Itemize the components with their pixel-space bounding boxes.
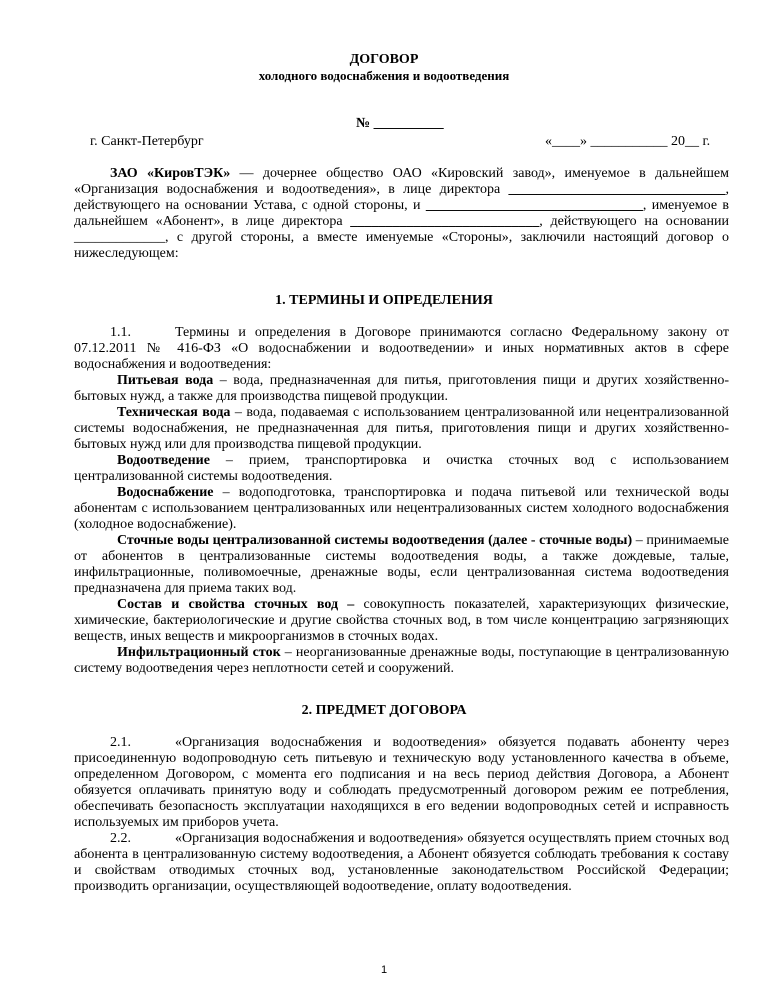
blank-director-1: _______________________________ <box>508 182 726 197</box>
term-definition <box>74 453 729 485</box>
section-1-body <box>74 325 729 677</box>
blank-party2: _______________________________ <box>425 198 643 213</box>
term-def: – вода, предназначенная для питья, приготовления пищи и других хозяйственно-бытовых нужд, а также для производства пищевой продукции. <box>74 373 729 404</box>
term-definition <box>74 485 729 533</box>
clause-2-2 <box>74 831 729 895</box>
party1-name: ЗАО «КировТЭК» <box>110 166 231 181</box>
preamble <box>74 166 729 262</box>
term-def: – вода, подаваемая с использованием централизованной или нецентрализованной системы водоснабжения, не предназначенная для питья, приготовления пищи и других хозяйственно-бытовых нужд или для производства пищевой продукции. <box>74 405 729 452</box>
document-title: ДОГОВОР <box>349 52 419 67</box>
blank-director-2: ___________________________ <box>350 214 540 229</box>
preamble-paragraph <box>74 166 729 262</box>
preamble-text-2: , действующего на основании Устава, с одной стороны, и <box>74 182 729 213</box>
term-def: – неорганизованные дренажные воды, поступающие в централизованную систему водоотведения через неплотности сетей и сооружений. <box>74 645 729 676</box>
term-definition <box>74 645 729 677</box>
contract-city: г. Санкт-Петербург <box>90 134 204 149</box>
term-name: Инфильтрационный сток <box>117 645 281 660</box>
term-definition <box>74 405 729 453</box>
preamble-text-3: , именуемое в дальнейшем «Абонент», в лице директора <box>74 198 729 229</box>
preamble-text: — дочернее общество ОАО «Кировский завод», именуемое в дальнейшем «Организация водоснабжения и водоотведения», в лице директора <box>74 166 729 197</box>
page-number: 1 <box>380 964 388 976</box>
term-name: Техническая вода <box>117 405 231 420</box>
clause-text: «Организация водоснабжения и водоотведения» обязуется подавать абоненту через присоединенную водопроводную сеть питьевую и техническую воду установленного качества в объеме, определенном Договором, с момента его подписания и на весь период действия Договора, а Абонент обязуется оплачивать принятую воду и соблюдать предусмотренный договором режим ее потребления, обеспечивать безопасность эксплуатации находящихся в его ведении водопроводных сетей и исправность используемых им приборов учета. <box>74 735 729 830</box>
clause-1-1 <box>74 325 729 373</box>
term-definition <box>74 373 729 405</box>
clause-number: 1.1. <box>110 325 131 340</box>
term-def: – прием, транспортировка и очистка сточных вод с использованием централизованной системы водоотведения. <box>74 453 729 484</box>
term-name: Состав и свойства сточных вод – <box>117 597 355 612</box>
section-1-title: 1. ТЕРМИНЫ И ОПРЕДЕЛЕНИЯ <box>275 293 493 308</box>
section-2-body <box>74 735 729 895</box>
term-name: Питьевая вода <box>117 373 214 388</box>
term-definition <box>74 533 729 597</box>
term-definition <box>74 597 729 645</box>
clause-2-1 <box>74 735 729 831</box>
clause-number: 2.2. <box>110 831 131 846</box>
term-name: Водоотведение <box>117 453 210 468</box>
section-2-title: 2. ПРЕДМЕТ ДОГОВОРА <box>301 703 467 718</box>
clause-text: «Организация водоснабжения и водоотведения» обязуется осуществлять прием сточных вод абонента в централизованную систему водоотведения, а Абонент обязуется соблюдать требования к составу и свойствам отводимых сточных вод, установленные законодательством Российской Федерации; производить организации, осуществляющей водоотведение, оплату водоотведения. <box>74 831 729 894</box>
term-name: Сточные воды централизованной системы водоотведения (далее - сточные воды) <box>117 533 633 548</box>
clause-text: Термины и определения в Договоре принимаются согласно Федеральному закону от 07.12.2011 № 416-ФЗ «О водоснабжении и водоотведении» и иных нормативных актов в сфере водоснабжения и водоотведения: <box>74 325 729 372</box>
term-def: – водоподготовка, транспортировка и подача питьевой или технической воды абонентам с использованием централизованных или нецентрализованных систем холодного водоснабжения (холодное водоснабжение). <box>74 485 729 532</box>
preamble-text-4: , действующего на основании _____________, с другой стороны, а вместе именуемые «Стороны», заключили настоящий договор о нижеследующем: <box>74 214 729 261</box>
clause-number: 2.1. <box>110 735 131 750</box>
term-def: совокупность показателей, характеризующих физические, химические, бактериологические и другие свойства сточных вод, в том числе концентрацию загрязняющих веществ, иных веществ и микроорганизмов в сточных водах. <box>74 597 729 644</box>
term-def: – принимаемые от абонентов в централизованные системы водоотведения воды, а также дождевые, талые, инфильтрационные, поливомоечные, дренажные воды, если централизованная система водоотведения предназначена для приема таких вод. <box>74 533 730 596</box>
term-name: Водоснабжение <box>117 485 214 500</box>
contract-date: «____» ___________ 20__ г. <box>545 134 711 149</box>
document-subtitle: холодного водоснабжения и водоотведения <box>258 68 510 83</box>
contract-number: № __________ <box>356 116 444 131</box>
